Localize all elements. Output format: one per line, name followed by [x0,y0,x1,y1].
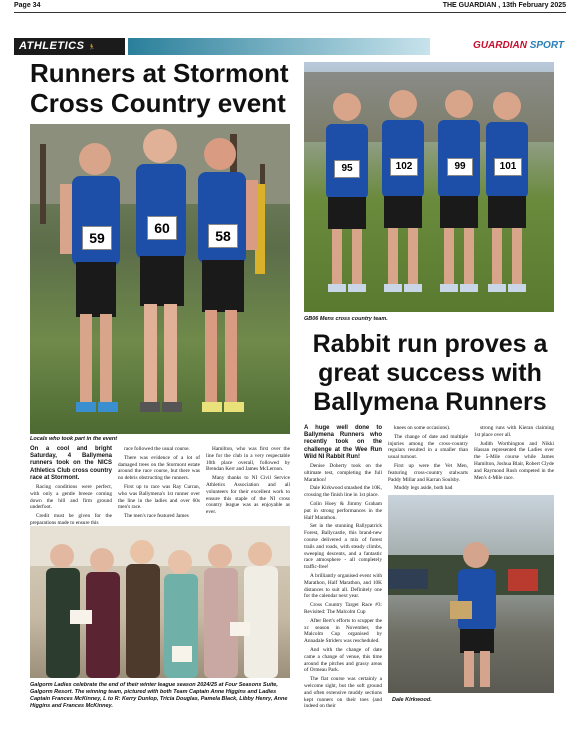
article2-lead: A huge well done to Ballymena Runners who recently took on the challenge at the Wee Run Wild NI Rabbit Run! [304,425,382,460]
runners-illustration [30,124,290,434]
photo-gb06-team [304,62,554,312]
paragraph: The change of date and multiple injuries among the cross-country regulars resulted in a smaller than usual turnout. [388,433,468,461]
bib-number: 102 [390,158,418,176]
paragraph: strong runs with Kieran claiming 1st place over all. [474,425,554,438]
issue-date: THE GUARDIAN , 13th February 2025 [442,2,566,9]
paragraph: Credit must be given for the preparations made to ensure this [30,513,112,526]
bib-number: 59 [82,226,112,250]
bib-number: 58 [208,224,238,248]
header-rule [14,12,566,13]
section-strip [128,38,430,55]
caption-galgorm: Galgorm Ladies celebrate the end of their winter league season 2024/25 at Four Seasons Suite, Galgorm Resort. The winning team, pictured with both Team Captain Anne Higgins and Ladies Captain Frances McKinney, L to R: Kerry Dunlop, Tricia Douglas, Pamela Black, Libby Henry, Anne Higgins and Frances McKinney. [30,682,288,709]
section-label [14,38,125,55]
bib-number: 95 [334,160,360,178]
headline-rabbit-run: Rabbit run proves a great success with Ballymena Runners [312,330,548,416]
article1-lead: On a cool and bright Saturday, 4 Ballymena runners took on the NICS Athletics Club cross country race at Stormont. [30,446,112,481]
paragraph: Hamilton, who was first over the line for the club in a very respectable 10th place overall, followed by Brendan Kerr and James McLernon. [206,446,290,473]
article1-col3 [206,446,290,522]
article2-colC [474,425,554,489]
guardian-sport-logo: GUARDIAN SPORT [473,40,564,51]
article1-col1 [30,446,112,526]
photo-galgorm-ladies [30,526,290,678]
team-illustration [304,62,554,312]
photo-stormont-runners [30,124,290,434]
photo-dale-kirkwood [388,495,554,693]
paragraph: Muddy legs aside, both had [394,485,453,492]
paragraph: A brilliantly organised event with Marathon, Half Marathon, and 10K distances to suit all. Definitely one for the calendar next year. [304,572,382,600]
article2-colA [304,425,382,730]
bib-number: 101 [494,158,522,176]
paragraph: knees on some occasions). [394,425,451,431]
paragraph: Racing conditions were perfect, with only a gentle breeze coming down the hill and firm ground underfoot. [30,484,112,511]
page-number: Page 34 [14,2,41,9]
section-label-text: ATHLETICS [19,40,85,52]
paragraph: Many thanks to NI Civil Service Athletics Association and all volunteers for their excellent work to ensure this staple of the NI cross country league was as enjoyable as ever. [206,475,290,516]
paragraph: First up to race was Ray Curran, who was Ballymena's 1st runner over the line in the ladies and over 60s men's race. [118,483,200,511]
paragraph: Colin Hoey & Jimmy Graham put in strong performances in the Half Marathon. [304,501,382,521]
headline-stormont: Runners at Stormont Cross Country event [30,58,289,118]
paragraph: Judith Worthington and Nikki Hassan represented the Ladies over the 5-Mile course while James Hamilton, Joshua Blair, Robert Clyde and Raymond Rush competed in the Men's 4-Mile race. [474,440,554,481]
caption-dale: Dale Kirkwood. [392,697,432,703]
paragraph: Denise Doherty took on the ultimate test, completing the full Marathon! [304,463,382,483]
article2-colB [388,425,468,492]
caption-stormont: Locals who took part in the event [30,436,118,442]
ladies-illustration [30,526,290,678]
paragraph: Set in the stunning Ballypatrick Forest, Ballycastle, this brand-new course delivered a mix of forest trails and roads, with steady climbs, sweeping descents, and a fantastic race atmosphere - all completely traffic-free! [304,523,382,571]
bib-number: 99 [447,158,473,176]
paragraph: Cross Country Target Race #3: Revisited: The Malcolm Cup [304,602,382,615]
paragraph: The men's race featured James [124,513,189,520]
paragraph: The flat course was certainly a welcome sight, but the soft ground and often extensive muddy sections kept runners on their toes (and indeed on their [304,676,382,710]
caption-gb06: GB06 Mens cross country team. [304,316,388,322]
runner-portrait [388,495,554,693]
runner-icon: 🏃 [88,45,97,51]
paragraph: After Bert's efforts to scupper the xc season in November, the Malcolm Cup organised by Annadale Striders was rescheduled. [304,617,382,645]
paragraph: And with the change of date came a change of venue, this time around the pitches and grassy areas of Ormeau Park. [304,646,382,674]
article1-col2 [118,446,200,522]
paragraph: race followed the usual course. [124,446,190,452]
paragraph: First up were the Vet Men, featuring cross-country stalwarts Paddy Millar and Karran Soulsby. [388,462,468,483]
paragraph: Dale Kirkwood smashed the 10K, crossing the finish line in 1st place. [304,485,382,499]
bib-number: 60 [147,216,177,240]
paragraph: There was evidence of a lot of damaged trees on the Stormont estate around the race course, but there was no debris obstructing the runners. [118,454,200,482]
